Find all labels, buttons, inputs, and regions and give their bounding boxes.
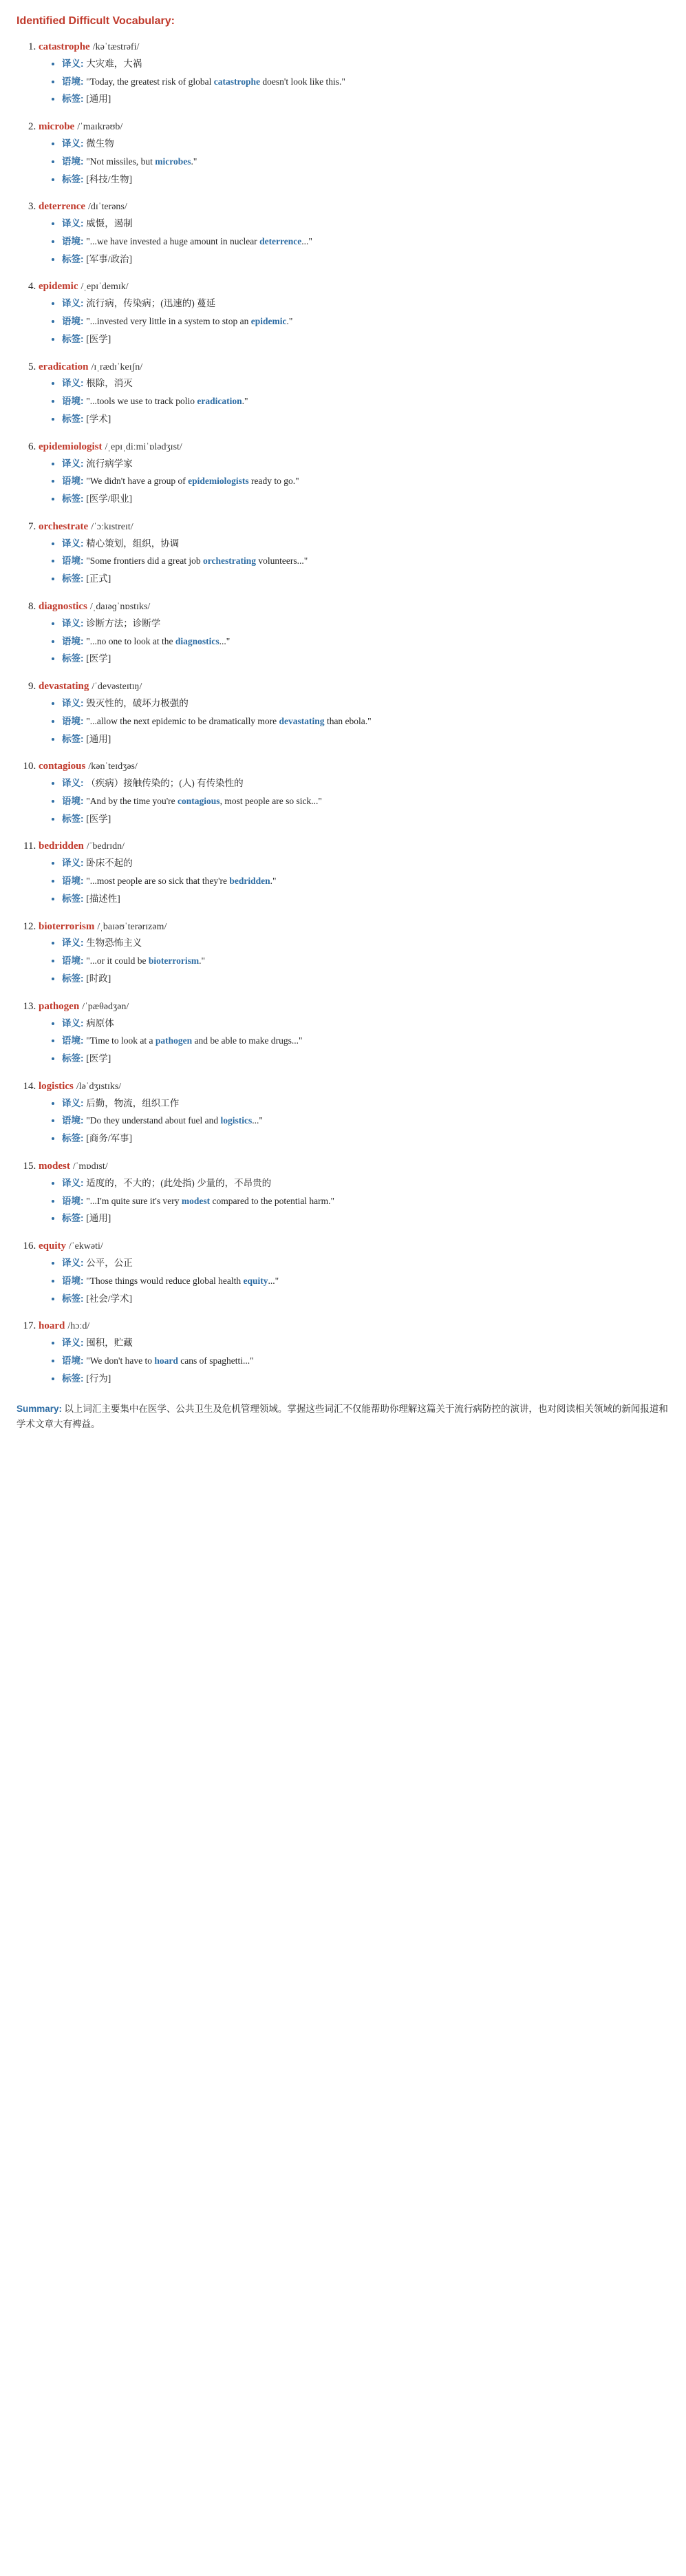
context-after: ready to go.": [248, 476, 299, 487]
tag-label: 标签:: [62, 813, 84, 824]
context-sentence: [86, 476, 299, 486]
vocab-meaning-row: [62, 537, 671, 552]
meaning-label: 译义:: [62, 458, 84, 469]
context-sentence: [86, 1035, 302, 1046]
context-before: "...tools we use to track polio: [86, 396, 197, 407]
context-after: volunteers...": [255, 556, 308, 567]
vocab-word[interactable]: bioterrorism: [39, 920, 95, 932]
vocab-context-row: [62, 1194, 671, 1210]
meaning-value: （疾病）接触传染的；(人) 有传染性的: [86, 778, 244, 789]
context-sentence: [86, 1196, 334, 1206]
vocab-detail-list: [39, 1017, 671, 1067]
vocab-tag-row: [62, 812, 671, 827]
tag-label: 标签:: [62, 1053, 84, 1064]
context-before: "...or it could be: [86, 956, 149, 967]
tag-label: 标签:: [62, 94, 84, 105]
vocab-entry: [39, 440, 671, 507]
context-after: .": [286, 316, 293, 327]
context-after: compared to the potential harm.": [210, 1195, 335, 1206]
vocab-meaning-row: [62, 57, 671, 72]
context-before: "...we have invested a huge amount in nuclear: [86, 235, 260, 246]
tag-value: [通用]: [86, 733, 111, 744]
vocab-tag-row: [62, 652, 671, 667]
tag-label: 标签:: [62, 973, 84, 984]
meaning-label: 译义:: [62, 778, 84, 789]
context-label: 语境:: [62, 956, 84, 967]
vocab-ipa: /ˌdaɪəɡˈnɒstɪks/: [89, 601, 151, 612]
tag-label: 标签:: [62, 653, 84, 664]
vocab-entry-head: [39, 360, 671, 374]
context-label: 语境:: [62, 1115, 84, 1126]
tag-value: [通用]: [86, 94, 111, 105]
context-label: 语境:: [62, 1035, 84, 1046]
vocab-ipa: /ɪˌrædɪˈkeɪʃn/: [91, 361, 143, 372]
context-before: "Time to look at a: [86, 1035, 156, 1046]
vocab-meaning-row: [62, 1256, 671, 1271]
context-after: , most people are so sick...": [219, 795, 322, 806]
vocab-word[interactable]: devastating: [39, 681, 89, 693]
tag-value: [科技/生物]: [86, 173, 132, 184]
tag-value: [医学]: [86, 333, 111, 344]
vocab-word[interactable]: catastrophe: [39, 41, 90, 52]
tag-value: [商务/军事]: [86, 1133, 132, 1144]
meaning-label: 译义:: [62, 138, 84, 149]
vocab-word[interactable]: epidemic: [39, 281, 78, 293]
meaning-value: 卧床不起的: [86, 858, 133, 869]
vocab-entry: [39, 1000, 671, 1067]
vocab-word[interactable]: equity: [39, 1241, 67, 1252]
context-label: 语境:: [62, 235, 84, 246]
tag-value: [军事/政治]: [86, 253, 132, 264]
vocab-word[interactable]: eradication: [39, 361, 89, 372]
context-label: 语境:: [62, 76, 84, 87]
vocab-detail-list: [39, 697, 671, 747]
context-label: 语境:: [62, 1195, 84, 1206]
vocab-entry: [39, 1319, 671, 1386]
context-after: and be able to make drugs...": [192, 1035, 303, 1046]
context-highlight-word: epidemic: [250, 316, 287, 327]
vocab-detail-list: [39, 936, 671, 986]
vocab-context-row: [62, 474, 671, 489]
context-label: 语境:: [62, 876, 84, 887]
context-label: 语境:: [62, 476, 84, 487]
tag-label: 标签:: [62, 494, 84, 505]
vocab-entry: [39, 920, 671, 987]
meaning-value: 威慑，遏制: [86, 218, 133, 229]
vocab-word[interactable]: epidemiologist: [39, 441, 103, 452]
context-label: 语境:: [62, 1355, 84, 1366]
vocab-detail-list: [39, 1256, 671, 1307]
context-highlight-word: deterrence: [259, 235, 302, 246]
tag-value: [正式]: [86, 573, 111, 584]
vocab-context-row: [62, 954, 671, 969]
vocab-context-row: [62, 1114, 671, 1129]
tag-value: [通用]: [86, 1213, 111, 1224]
context-before: "Do they understand about fuel and: [86, 1115, 221, 1126]
vocab-word[interactable]: bedridden: [39, 841, 84, 852]
tag-label: 标签:: [62, 573, 84, 584]
tag-value: [行为]: [86, 1373, 111, 1384]
vocab-entry-head: [39, 120, 671, 134]
context-label: 语境:: [62, 1275, 84, 1286]
vocab-word[interactable]: logistics: [39, 1080, 74, 1092]
vocab-ipa: /ˈɔːkɪstreɪt/: [91, 521, 133, 532]
vocab-context-row: [62, 394, 671, 410]
vocab-meaning-row: [62, 1176, 671, 1192]
tag-label: 标签:: [62, 1373, 84, 1384]
vocab-detail-list: [39, 457, 671, 507]
context-highlight-word: eradication: [197, 396, 242, 407]
context-highlight-word: modest: [181, 1195, 211, 1206]
context-sentence: [86, 76, 345, 87]
vocab-tag-row: [62, 1052, 671, 1067]
meaning-value: 精心策划，组织，协调: [86, 538, 180, 549]
vocab-entry: [39, 679, 671, 747]
vocab-entry-head: [39, 1000, 671, 1014]
vocab-context-row: [62, 715, 671, 730]
vocab-context-row: [62, 315, 671, 330]
vocabulary-list: [15, 40, 671, 1386]
meaning-value: 微生物: [86, 138, 114, 149]
meaning-value: 流行病学家: [86, 458, 133, 469]
context-highlight-word: orchestrating: [202, 556, 256, 567]
vocab-entry: [39, 839, 671, 907]
vocab-entry: [39, 1239, 671, 1307]
vocab-entry: [39, 1159, 671, 1227]
context-sentence: [86, 636, 230, 646]
vocab-word[interactable]: deterrence: [39, 201, 86, 213]
meaning-value: 流行病，传染病；(迅速的) 蔓延: [86, 298, 216, 309]
meaning-value: 适度的，不大的；(此处指) 少量的，不昂贵的: [86, 1177, 272, 1188]
vocab-entry-head: [39, 520, 671, 534]
vocab-word[interactable]: microbe: [39, 121, 75, 133]
vocab-ipa: /hɔːd/: [67, 1321, 90, 1332]
vocab-entry: [39, 1079, 671, 1147]
meaning-value: 后勤，物流，组织工作: [86, 1097, 180, 1108]
vocab-word[interactable]: hoard: [39, 1320, 65, 1332]
vocab-detail-list: [39, 297, 671, 347]
context-after: .": [199, 956, 205, 967]
vocab-detail-list: [39, 1176, 671, 1227]
vocab-meaning-row: [62, 617, 671, 632]
context-label: 语境:: [62, 556, 84, 567]
summary-text: 以上词汇主要集中在医学、公共卫生及危机管理领域。掌握这些词汇不仅能帮助你理解这篇关于流行病防控的演讲，也对阅读相关领域的新闻报道和学术文章大有裨益。: [17, 1404, 668, 1429]
vocab-tag-row: [62, 572, 671, 587]
vocab-ipa: /kəˈtæstrəfi/: [92, 42, 140, 52]
vocab-context-row: [62, 155, 671, 170]
context-after: than ebola.": [324, 715, 372, 726]
vocab-detail-list: [39, 537, 671, 587]
tag-value: [医学/职业]: [86, 494, 132, 505]
context-before: "...most people are so sick that they're: [86, 876, 230, 887]
page-title: Identified Difficult Vocabulary:: [17, 15, 175, 27]
vocab-context-row: [62, 874, 671, 889]
vocab-context-row: [62, 1274, 671, 1289]
vocab-entry: [39, 279, 671, 347]
vocab-entry: [39, 40, 671, 107]
vocab-context-row: [62, 1354, 671, 1369]
context-label: 语境:: [62, 316, 84, 327]
tag-value: [医学]: [86, 653, 111, 664]
context-after: ...": [252, 1115, 263, 1126]
vocab-entry-head: [39, 759, 671, 774]
context-before: "Today, the greatest risk of global: [86, 76, 214, 87]
vocab-meaning-row: [62, 856, 671, 872]
context-highlight-word: contagious: [178, 795, 220, 806]
meaning-label: 译义:: [62, 698, 84, 709]
context-before: "...I'm quite sure it's very: [86, 1195, 182, 1206]
meaning-value: 公平，公正: [86, 1258, 133, 1268]
vocab-entry-head: [39, 1239, 671, 1254]
context-sentence: [86, 1355, 253, 1366]
meaning-label: 译义:: [62, 1017, 84, 1028]
context-before: "Not missiles, but: [86, 156, 156, 167]
context-before: "Those things would reduce global health: [86, 1275, 244, 1286]
meaning-value: 病原体: [86, 1017, 114, 1028]
tag-label: 标签:: [62, 253, 84, 264]
summary-paragraph: [15, 1402, 671, 1431]
summary-label: Summary:: [17, 1404, 63, 1415]
meaning-value: 诊断方法；诊断学: [86, 617, 161, 629]
context-highlight-word: equity: [243, 1275, 268, 1286]
vocab-meaning-row: [62, 936, 671, 951]
tag-label: 标签:: [62, 333, 84, 344]
vocab-ipa: /ˈmaɪkrəʊb/: [77, 122, 123, 133]
vocab-entry: [39, 759, 671, 827]
context-after: .": [270, 876, 277, 887]
vocab-entry: [39, 600, 671, 667]
meaning-value: 大灾难，大祸: [86, 58, 142, 69]
vocab-detail-list: [39, 1097, 671, 1147]
meaning-value: 根除，消灭: [86, 378, 133, 389]
meaning-label: 译义:: [62, 58, 84, 69]
tag-value: [描述性]: [86, 893, 120, 904]
vocab-meaning-row: [62, 297, 671, 312]
vocab-tag-row: [62, 332, 671, 348]
vocab-word[interactable]: orchestrate: [39, 520, 89, 532]
meaning-label: 译义:: [62, 1097, 84, 1108]
tag-value: [医学]: [86, 813, 111, 824]
vocab-context-row: [62, 794, 671, 810]
meaning-label: 译义:: [62, 858, 84, 869]
context-before: "...allow the next epidemic to be dramatically more: [86, 715, 279, 726]
context-sentence: [86, 556, 308, 566]
context-label: 语境:: [62, 795, 84, 806]
context-highlight-word: catastrophe: [213, 76, 261, 87]
vocab-context-row: [62, 635, 671, 650]
vocab-entry-head: [39, 40, 671, 54]
vocab-detail-list: [39, 617, 671, 667]
meaning-label: 译义:: [62, 938, 84, 949]
vocab-ipa: /kənˈteɪdʒəs/: [88, 761, 138, 772]
vocab-context-row: [62, 235, 671, 250]
vocab-tag-row: [62, 1132, 671, 1147]
context-sentence: [86, 876, 276, 886]
vocab-entry: [39, 200, 671, 267]
tag-value: [时政]: [86, 973, 111, 984]
vocab-entry-head: [39, 200, 671, 214]
vocab-context-row: [62, 75, 671, 90]
context-after: ...": [219, 635, 231, 646]
meaning-value: 生物恐怖主义: [86, 938, 142, 949]
vocab-meaning-row: [62, 1336, 671, 1351]
vocab-word[interactable]: modest: [39, 1160, 70, 1172]
context-after: .": [242, 396, 248, 407]
context-highlight-word: pathogen: [155, 1035, 193, 1046]
meaning-label: 译义:: [62, 617, 84, 629]
vocab-ipa: /dɪˈterəns/: [88, 202, 127, 213]
context-highlight-word: microbes: [155, 156, 191, 167]
context-highlight-word: epidemiologists: [188, 476, 249, 487]
vocab-tag-row: [62, 92, 671, 107]
vocab-meaning-row: [62, 1017, 671, 1032]
vocab-entry-head: [39, 679, 671, 694]
vocab-ipa: /ˈpæθədʒən/: [82, 1001, 129, 1012]
tag-label: 标签:: [62, 173, 84, 184]
vocab-entry-head: [39, 279, 671, 294]
vocab-ipa: /ˈdevəsteɪtɪŋ/: [92, 682, 142, 693]
context-after: doesn't look like this.": [260, 76, 345, 87]
tag-label: 标签:: [62, 1293, 84, 1304]
context-before: "Some frontiers did a great job: [86, 556, 203, 567]
vocab-ipa: /ˈekwəti/: [69, 1241, 103, 1252]
vocab-entry-head: [39, 920, 671, 934]
vocab-meaning-row: [62, 1097, 671, 1112]
tag-value: [社会/学术]: [86, 1293, 132, 1304]
vocab-meaning-row: [62, 777, 671, 792]
vocab-entry-head: [39, 1319, 671, 1333]
vocab-detail-list: [39, 377, 671, 427]
context-before: "And by the time you're: [86, 795, 178, 806]
meaning-label: 译义:: [62, 378, 84, 389]
vocab-word[interactable]: pathogen: [39, 1000, 80, 1012]
vocab-meaning-row: [62, 217, 671, 232]
context-sentence: [86, 716, 371, 726]
vocab-tag-row: [62, 1292, 671, 1307]
vocab-ipa: /ˌepɪˈdemɪk/: [81, 282, 129, 293]
vocab-ipa: /ˌbaɪəʊˈterərɪzəm/: [97, 921, 167, 932]
context-label: 语境:: [62, 396, 84, 407]
context-sentence: [86, 956, 205, 966]
vocab-detail-list: [39, 777, 671, 827]
context-highlight-word: hoard: [154, 1355, 178, 1366]
context-highlight-word: diagnostics: [175, 635, 219, 646]
context-before: "We didn't have a group of: [86, 476, 189, 487]
vocab-meaning-row: [62, 457, 671, 472]
vocab-detail-list: [39, 217, 671, 267]
context-highlight-word: bedridden: [229, 876, 270, 887]
vocab-context-row: [62, 554, 671, 569]
vocab-tag-row: [62, 1372, 671, 1387]
context-sentence: [86, 1276, 279, 1286]
vocab-entry-head: [39, 839, 671, 854]
tag-value: [医学]: [86, 1053, 111, 1064]
vocab-tag-row: [62, 1212, 671, 1227]
context-sentence: [86, 156, 197, 167]
context-label: 语境:: [62, 156, 84, 167]
vocab-tag-row: [62, 492, 671, 507]
meaning-value: 毁灭性的，破坏力极强的: [86, 698, 189, 709]
context-after: ...": [301, 235, 312, 246]
context-sentence: [86, 1115, 263, 1126]
vocab-context-row: [62, 1034, 671, 1049]
context-before: "...invested very little in a system to stop an: [86, 316, 251, 327]
context-before: "We don't have to: [86, 1355, 155, 1366]
tag-label: 标签:: [62, 733, 84, 744]
meaning-label: 译义:: [62, 1177, 84, 1188]
meaning-label: 译义:: [62, 538, 84, 549]
tag-label: 标签:: [62, 1213, 84, 1224]
vocab-ipa: /ləˈdʒɪstɪks/: [76, 1081, 122, 1092]
meaning-label: 译义:: [62, 298, 84, 309]
tag-value: [学术]: [86, 413, 111, 424]
context-label: 语境:: [62, 715, 84, 726]
vocab-tag-row: [62, 972, 671, 987]
meaning-label: 译义:: [62, 218, 84, 229]
vocab-meaning-row: [62, 697, 671, 712]
vocab-detail-list: [39, 856, 671, 907]
context-sentence: [86, 796, 322, 806]
vocab-word[interactable]: diagnostics: [39, 600, 87, 612]
vocab-entry: [39, 520, 671, 587]
context-highlight-word: devastating: [279, 715, 325, 726]
meaning-label: 译义:: [62, 1338, 84, 1349]
context-after: cans of spaghetti...": [178, 1355, 254, 1366]
tag-label: 标签:: [62, 413, 84, 424]
vocab-detail-list: [39, 1336, 671, 1386]
vocab-tag-row: [62, 732, 671, 748]
context-before: "...no one to look at the: [86, 635, 175, 646]
meaning-value: 囤积，贮藏: [86, 1338, 133, 1349]
vocab-tag-row: [62, 253, 671, 268]
vocab-entry: [39, 360, 671, 427]
context-sentence: [86, 236, 312, 246]
tag-label: 标签:: [62, 893, 84, 904]
context-label: 语境:: [62, 635, 84, 646]
context-highlight-word: bioterrorism: [148, 956, 200, 967]
context-sentence: [86, 396, 248, 406]
meaning-label: 译义:: [62, 1258, 84, 1268]
vocab-meaning-row: [62, 137, 671, 152]
context-sentence: [86, 316, 292, 326]
vocab-tag-row: [62, 173, 671, 188]
vocab-detail-list: [39, 57, 671, 107]
context-after: ...": [268, 1275, 279, 1286]
vocab-meaning-row: [62, 377, 671, 392]
vocab-entry-head: [39, 1159, 671, 1174]
vocab-entry-head: [39, 1079, 671, 1094]
vocab-entry: [39, 120, 671, 187]
vocab-tag-row: [62, 412, 671, 427]
context-highlight-word: logistics: [220, 1115, 253, 1126]
vocab-ipa: /ˈmɒdɪst/: [72, 1161, 108, 1172]
vocab-word[interactable]: contagious: [39, 761, 86, 772]
vocab-ipa: /ˈbedrɪdn/: [86, 841, 125, 852]
vocab-tag-row: [62, 892, 671, 907]
vocab-detail-list: [39, 137, 671, 187]
vocab-entry-head: [39, 600, 671, 614]
vocab-ipa: /ˌepɪˌdiːmiˈɒlədʒɪst/: [105, 441, 182, 452]
tag-label: 标签:: [62, 1133, 84, 1144]
context-after: .": [191, 156, 197, 167]
vocab-entry-head: [39, 440, 671, 454]
